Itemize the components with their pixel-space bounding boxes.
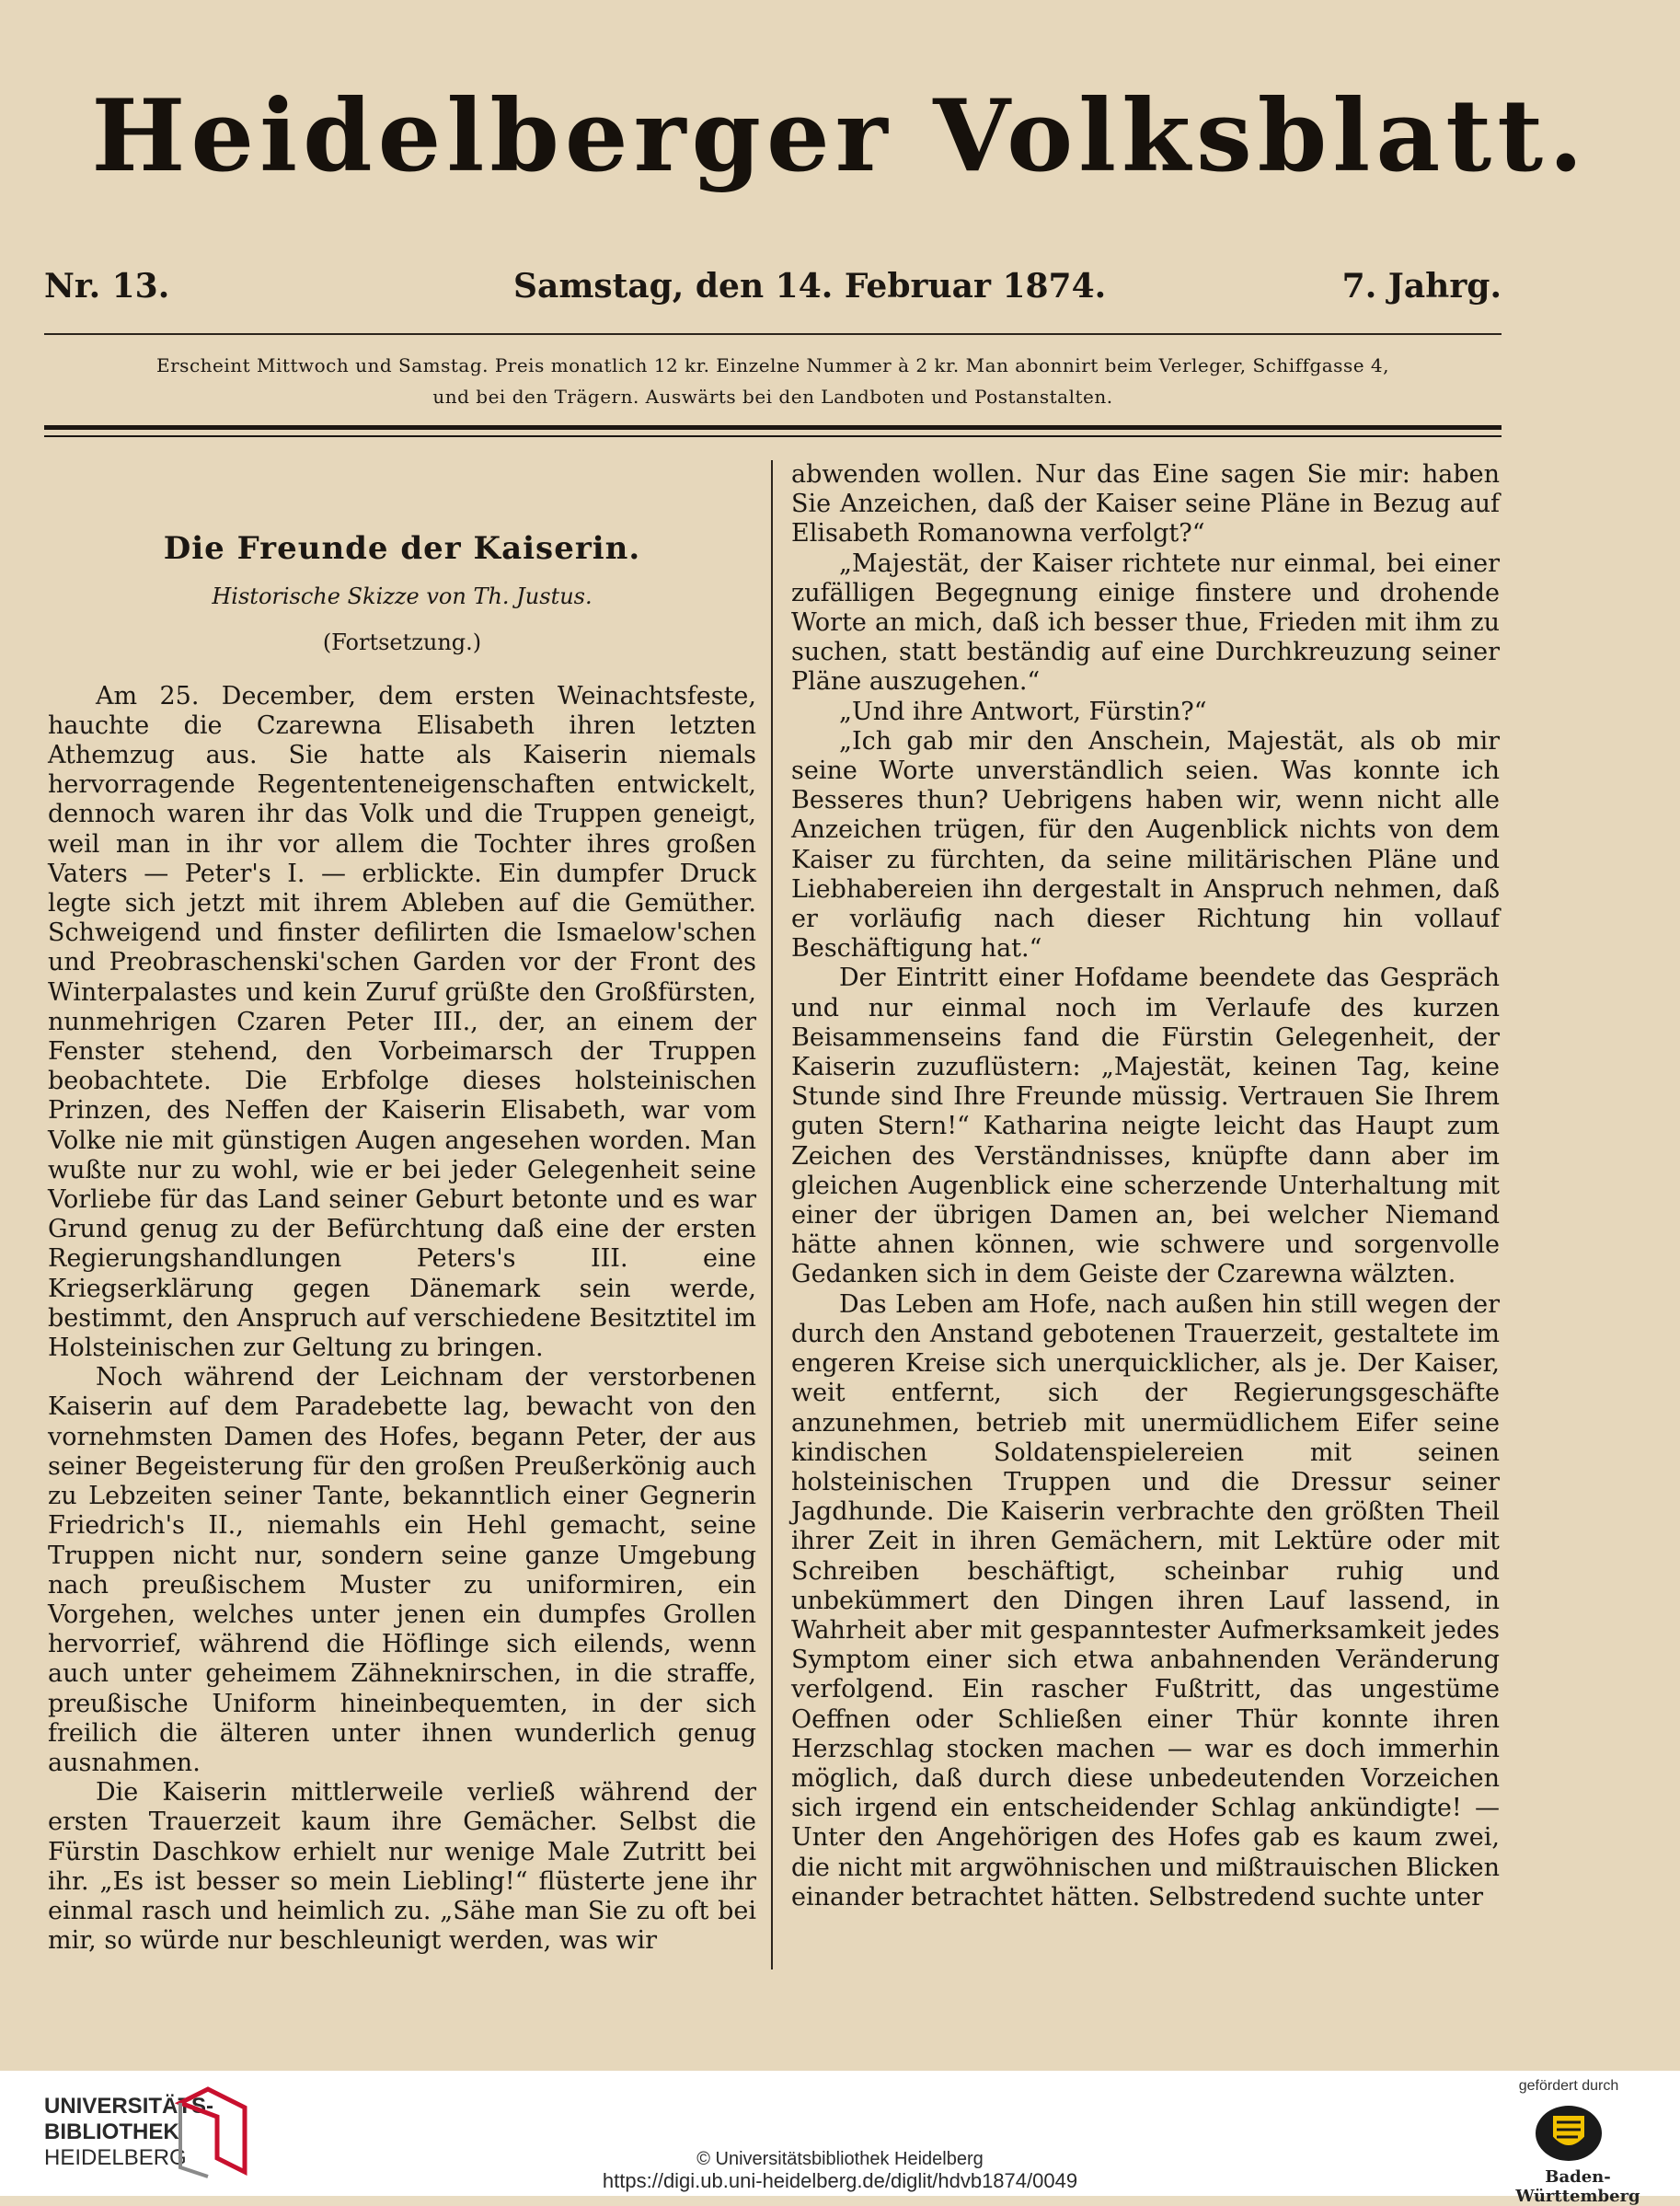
paragraph: Die Kaiserin mittlerweile verließ während der ersten Trauerzeit kaum ihre Gemächer. Selbst die Fürstin Daschkow erhielt nur wenige Male Zutritt bei ihr. „Es ist besser so mein Liebling!“ flüsterte jene ihr einmal rasch und heimlich zu. „Sähe man Sie zu oft bei mir, so würde nur beschleunigt werden, was wir [48, 1778, 756, 1956]
sponsor-name: Baden-Württemberg [1515, 2167, 1640, 2206]
article-subtitle: Historische Skizze von Th. Justus. [212, 583, 593, 610]
header-rule [44, 333, 1502, 335]
issue-date: Samstag, den 14. Februar 1874. [513, 267, 1107, 306]
copyright-block [0, 2148, 1680, 2192]
paragraph: abwenden wollen. Nur das Eine sagen Sie mir: haben Sie Anzeichen, daß der Kaiser seine Pläne in Bezug auf Elisabeth Romanowna verfolgt?“ [791, 460, 1500, 549]
source-url-link[interactable]: https://digi.ub.uni-heidelberg.de/diglit/hdvb1874/0049 [602, 2169, 1078, 2192]
column-left [48, 460, 756, 1956]
paragraph: „Und ihre Antwort, Fürstin?“ [839, 697, 1207, 726]
article-title: Die Freunde der Kaiserin. [163, 530, 641, 567]
column-divider [771, 460, 773, 1969]
paragraph: Das Leben am Hofe, nach außen hin still wegen der durch den Anstand gebotenen Trauerzeit, gestaltete im engeren Kreise sich unerquicklicher, als je. Der Kaiser, weit entfernt, sich der Regierungsgeschäfte anzunehmen, betrieb mit unermüdlichem Eifer seine kindischen Soldatenspielereien mit seinen holsteinischen Truppen und die Dressur seiner Jagdhunde. Die Kaiserin verbrachte den größten Theil ihrer Zeit in ihren Gemächern, mit Lektüre oder mit Schreiben beschäftigt, scheinbar ruhig und unbekümmert den Dingen ihren Lauf lassend, in Wahrheit aber mit gespanntester Aufmerksamkeit jedes Symptom einer sich etwa anbahnenden Veränderung verfolgend. Ein rascher Fußtritt, das ungestüme Oeffnen oder Schließen einer Thür konnte ihren Herzschlag stocken machen — war es doch immerhin möglich, daß durch diese unbedeutenden Vorzeichen sich irgend ein entscheidender Schlag ankündigte! — Unter den Angehörigen des Hofes gab es kaum zwei, die nicht mit argwöhnischen und mißtrauischen Blicken einander betrachtet hätten. Selbstredend suchte unter [791, 1289, 1500, 1911]
article-continuation: (Fortsetzung.) [322, 629, 482, 656]
copyright-text: © Universitätsbibliothek Heidelberg [696, 2149, 984, 2169]
library-name-line: UNIVERSITÄTS- [44, 2094, 214, 2119]
paragraph: Noch während der Leichnam der verstorbenen Kaiserin auf dem Paradebette lag, bewacht von den vornehmsten Damen des Hofes, begann Peter, der aus seiner Begeisterung für den großen Preußerkönig auch zu Lebzeiten seiner Tante, bekanntlich einer Gegnerin Friedrich's II., niemahls ein Hehl gemacht, seine Truppen nicht nur, sondern seine ganze Umgebung nach preußischem Muster zu uniformiren, ein Vorgehen, welches unter jenen ein dumpfes Grollen hervorrief, während die Höflinge sich eilends, wenn auch unter geheimem Zähneknirschen, in die straffe, preußische Uniform hineinbequemten, in der sich freilich die älteren unter ihnen wunderlich genug ausnahmen. [48, 1363, 756, 1777]
dateline [44, 267, 1502, 313]
double-rule [44, 425, 1502, 437]
volume-year: 7. Jahrg. [1341, 267, 1502, 306]
paragraph: „Ich gab mir den Anschein, Majestät, als ob mir seine Worte unverständlich seien. Was konnte ich Besseres thun? Uebrigens haben wir, wenn nicht alle Anzeichen trügen, für den Augenblick nichts von dem Kaiser zu fürchten, da seine militärischen Pläne und Liebhabereien ihn dergestalt in Anspruch nehmen, daß er vorläufig nach dieser Richtung hin vollauf Beschäftigung hat.“ [791, 726, 1500, 964]
paragraph: Am 25. December, dem ersten Weinachtsfeste, hauchte die Czarewna Elisabeth ihren letzten Athemzug aus. Sie hatte als Kaiserin niemals hervorragende Regententeneigenschaften entwickelt, dennoch waren ihr das Volk und die Truppen geneigt, weil man in ihr vor allem die Tochter ihres großen Vaters — Peter's I. — erblickte. Ein dumpfer Druck legte sich jetzt mit ihrem Ableben auf die Gemüther. Schweigend und finster defilirten die Ismaelow'schen und Preobraschenski'schen Garden vor der Front des Winterpalastes und kein Zuruf grüßte den Großfürsten, nunmehrigen Czaren Peter III., der, an einem der Fenster stehend, den Vorbeimarsch der Truppen beobachtete. Die Erbfolge dieses holsteinischen Prinzen, des Neffen der Kaiserin Elisabeth, war vom Volke nie mit günstigen Augen angesehen worden. Man wußte nur zu wohl, wie er bei jeder Gelegenheit seine Vorliebe für das Land seiner Geburt betonte und es war Grund genug zu der Befürchtung daß eine der ersten Regierungshandlungen Peters's III. eine Kriegserklärung gegen Dänemark sein werde, bestimmt, den Anspruch auf verschiedene Besitztitel im Holsteinischen zur Geltung zu bringen. [48, 681, 756, 1363]
masthead-title: Heidelberger Volksblatt. [91, 78, 1589, 194]
subscription-info-line: und bei den Trägern. Auswärts bei den Landboten und Postanstalten. [432, 386, 1113, 408]
column-right [791, 460, 1500, 1912]
subscription-info-line: Erscheint Mittwoch und Samstag. Preis monatlich 12 kr. Einzelne Nummer à 2 kr. Man abonnirt beim Verleger, Schiffgasse 4, [156, 354, 1389, 376]
subscription-info [44, 350, 1502, 412]
library-name-line: HEIDELBERG [44, 2145, 187, 2170]
baden-wuerttemberg-crest-icon [1532, 2100, 1605, 2165]
library-name-line: BIBLIOTHEK [44, 2119, 179, 2144]
paragraph: Der Eintritt einer Hofdame beendete das Gespräch und nur einmal noch im Verlaufe des kurzen Beisammenseins fand die Fürstin Gelegenheit, der Kaiserin zuzuflüstern: „Majestät, keinen Tag, keine Stunde sind Ihre Freunde müssig. Vertrauen Sie Ihrem guten Stern!“ Katharina neigte leicht das Haupt zum Zeichen des Verständnisses, knüpfte dann aber im gleichen Augenblick eine scherzende Unterhaltung mit einer der übrigen Damen an, bei welcher Niemand hätte ahnen können, wie schwere und sorgenvolle Gedanken sich in dem Geiste der Czarewna wälzten. [791, 964, 1500, 1289]
sponsor-label: gefördert durch [1518, 2078, 1619, 2094]
paragraph: „Majestät, der Kaiser richtete nur einmal, bei einer zufälligen Begegnung einige finstere und drohende Worte an mich, daß ich besser thue, Frieden mit ihm zu suchen, statt beständig auf eine Durchkreuzung seiner Pläne auszugehen.“ [791, 549, 1500, 697]
issue-number: Nr. 13. [44, 267, 170, 306]
